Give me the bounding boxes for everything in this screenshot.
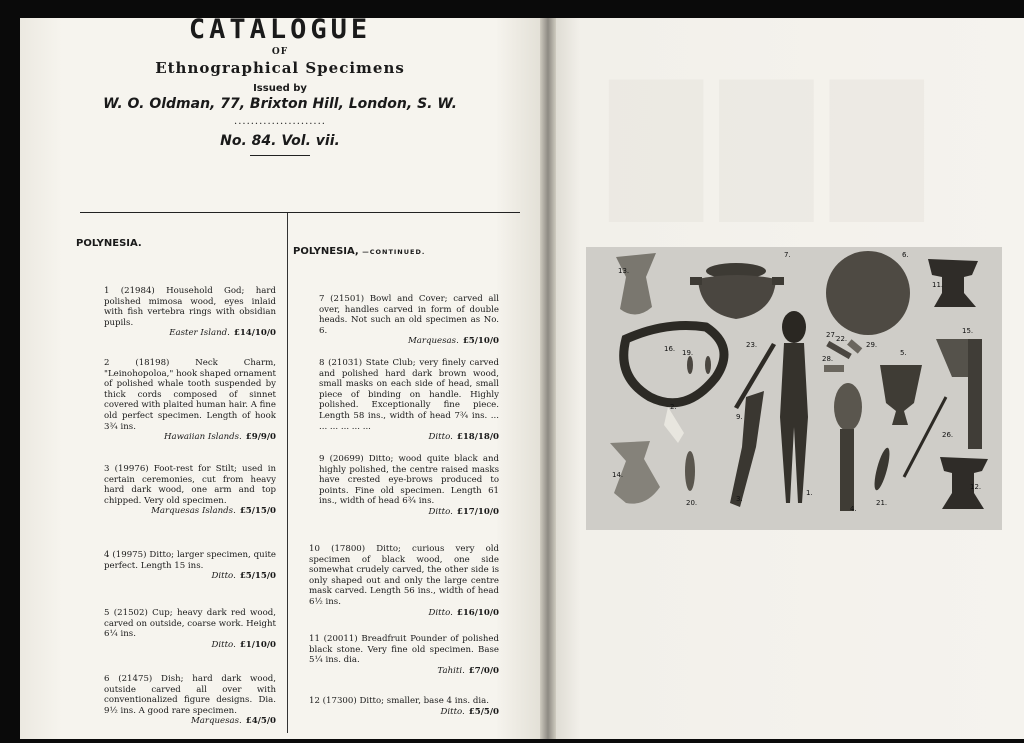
entry-origin: Hawaiian Islands. xyxy=(163,432,242,443)
plate-label: 29. xyxy=(866,341,878,349)
plate-label: 4. xyxy=(850,505,857,513)
plate-label: 9. xyxy=(736,413,743,421)
show-through-text: ███ xyxy=(610,80,941,221)
entry-origin: Marquesas Islands. xyxy=(151,506,236,517)
plate-label: 23. xyxy=(746,341,758,349)
entry-description: 8 (21031) State Club; very finely carved and polished hard dark brown wood, small masks on each side of head, small piece of binding on handle. Highly polished. Exceptionally fine piece. Length 58 ins., width of head 7¾ ins. ... ... ... ... ... ... xyxy=(319,358,499,432)
catalogue-entry xyxy=(104,608,276,650)
entry-price: £5/5/0 xyxy=(468,706,499,717)
catalogue-masthead xyxy=(60,14,500,156)
plate-label: 20. xyxy=(686,499,698,507)
entry-description: 12 (17300) Ditto; smaller, base 4 ins. dia. xyxy=(309,696,489,706)
entry-origin: Marquesas. xyxy=(190,716,242,727)
entry-price: £5/10/0 xyxy=(462,336,499,347)
plate-label: 19. xyxy=(682,349,694,357)
plate-label: 2. xyxy=(670,403,677,411)
entry-price: £5/15/0 xyxy=(239,506,276,517)
right-heading-text: POLYNESIA, xyxy=(293,246,363,257)
entry-price: £4/5/0 xyxy=(245,716,276,727)
catalogue-entry xyxy=(309,634,499,676)
title-of: OF xyxy=(271,47,289,57)
entry-origin: Ditto. xyxy=(211,639,236,650)
plate-label: 15. xyxy=(962,327,974,335)
entry-price: £9/9/0 xyxy=(245,432,276,443)
catalogue-entry xyxy=(104,464,276,517)
plate-label: 3. xyxy=(736,495,743,503)
publisher-address: W. O. Oldman, 77, Brixton Hill, London, S. W. xyxy=(103,96,457,112)
book-gutter xyxy=(540,18,556,739)
entry-origin: Ditto. xyxy=(428,432,453,443)
entry-description: 5 (21502) Cup; heavy dark red wood, carved on outside, coarse work. Height 6¼ ins. xyxy=(104,608,276,640)
catalogue-entry xyxy=(319,294,499,347)
right-column xyxy=(293,246,499,717)
entry-description: 3 (19976) Foot-rest for Stilt; used in certain ceremonies, cut from heavy hard dark wood, one arm and top chipped. Very old specimen. xyxy=(104,464,276,506)
catalogue-entry xyxy=(104,358,276,443)
issue-underline xyxy=(250,155,310,156)
plate-label: 16. xyxy=(664,345,676,353)
catalogue-entry xyxy=(309,696,499,717)
entry-description: 10 (17800) Ditto; curious very old specimen of black wood, one side somewhat crudely carved, the other side is only shaped out and only the large centre mask carved. Length 56 ins., width of head 6½ ins. xyxy=(309,544,499,607)
plate-label: 11. xyxy=(932,281,944,289)
plate-label: 14. xyxy=(612,471,624,479)
plate-label: 5. xyxy=(900,349,907,357)
plate-label: 1. xyxy=(806,489,813,497)
header-rule xyxy=(80,212,520,213)
left-column-heading: POLYNESIA. xyxy=(76,238,142,249)
object-paddle xyxy=(834,383,862,431)
catalogue-title: CATALOGUE xyxy=(188,14,372,45)
continued-label: —CONTINUED. xyxy=(362,248,426,256)
entry-price: £17/10/0 xyxy=(456,506,499,517)
entry-price: £5/15/0 xyxy=(239,571,276,582)
plate-label: 28. xyxy=(822,355,834,363)
object-figure xyxy=(782,311,806,343)
object-dish xyxy=(826,251,910,335)
entry-origin: Ditto. xyxy=(428,607,453,618)
entry-description: 7 (21501) Bowl and Cover; carved all over, handles carved in form of double heads. Not such an old specimen as No. 6. xyxy=(319,294,499,336)
entry-origin: Ditto. xyxy=(428,506,453,517)
left-column xyxy=(76,238,277,727)
entry-description: 2 (18198) Neck Charm, "Leinohopoloa," hook shaped ornament of polished whale tooth suspended by thick cords composed of sinnet covered with plaited human hair. A fine old perfect specimen. Length of hook 3¾ ins. xyxy=(104,358,277,432)
plate-label: 12. xyxy=(970,483,982,491)
entry-price: £1/10/0 xyxy=(239,639,276,650)
dotted-divider: ...................... xyxy=(234,116,326,127)
specimen-photo xyxy=(586,247,1002,530)
entry-price: £18/18/0 xyxy=(456,432,499,443)
catalogue-entry xyxy=(104,674,276,727)
catalogue-entry xyxy=(319,358,499,443)
entry-description: 1 (21984) Household God; hard polished mimosa wood, eyes inlaid with fish vertebra rings with obsidian pupils. xyxy=(104,286,276,328)
entry-origin: Ditto. xyxy=(440,706,465,717)
catalogue-entry xyxy=(309,544,499,618)
column-rule xyxy=(287,213,288,733)
entry-price: £14/10/0 xyxy=(233,328,276,339)
plate-label: 6. xyxy=(902,251,909,259)
plate-label: 22. xyxy=(836,335,848,343)
specimen-photo-plate xyxy=(586,247,1002,530)
entry-price: £16/10/0 xyxy=(456,607,499,618)
catalogue-entry xyxy=(104,286,276,339)
plate-label: 26. xyxy=(942,431,954,439)
plate-label: 7. xyxy=(784,251,791,259)
entry-description: 6 (21475) Dish; hard dark wood, outside carved all over with conventionalized figure designs. Dia. 9½ ins. A good rare specimen. xyxy=(104,674,276,716)
entry-description: 9 (20699) Ditto; wood quite black and highly polished, the centre raised masks have crested eye-brows produced to points. Fine old specimen. Length 61 ins., width of head 6¾ ins. xyxy=(319,454,499,507)
catalogue-subtitle: Ethnographical Specimens xyxy=(155,59,405,77)
entry-origin: Easter Island. xyxy=(169,328,230,339)
entry-price: £7/0/0 xyxy=(468,665,499,676)
entry-origin: Ditto. xyxy=(211,571,236,582)
catalogue-entry xyxy=(104,550,276,582)
entry-origin: Marquesas. xyxy=(407,336,459,347)
plate-label: 13. xyxy=(618,267,630,275)
plate-label: 27. xyxy=(826,331,838,339)
issue-number: No. 84. Vol. vii. xyxy=(220,133,340,149)
entry-description: 4 (19975) Ditto; larger specimen, quite perfect. Length 15 ins. xyxy=(104,550,276,571)
issued-by-label: Issued by xyxy=(253,83,307,94)
entry-origin: Tahiti. xyxy=(437,665,465,676)
catalogue-entry xyxy=(319,454,499,518)
entry-description: 11 (20011) Breadfruit Pounder of polished black stone. Very fine old specimen. Base 5¼ ins. dia. xyxy=(309,634,499,666)
right-column-heading xyxy=(293,246,499,257)
plate-label: 21. xyxy=(876,499,888,507)
